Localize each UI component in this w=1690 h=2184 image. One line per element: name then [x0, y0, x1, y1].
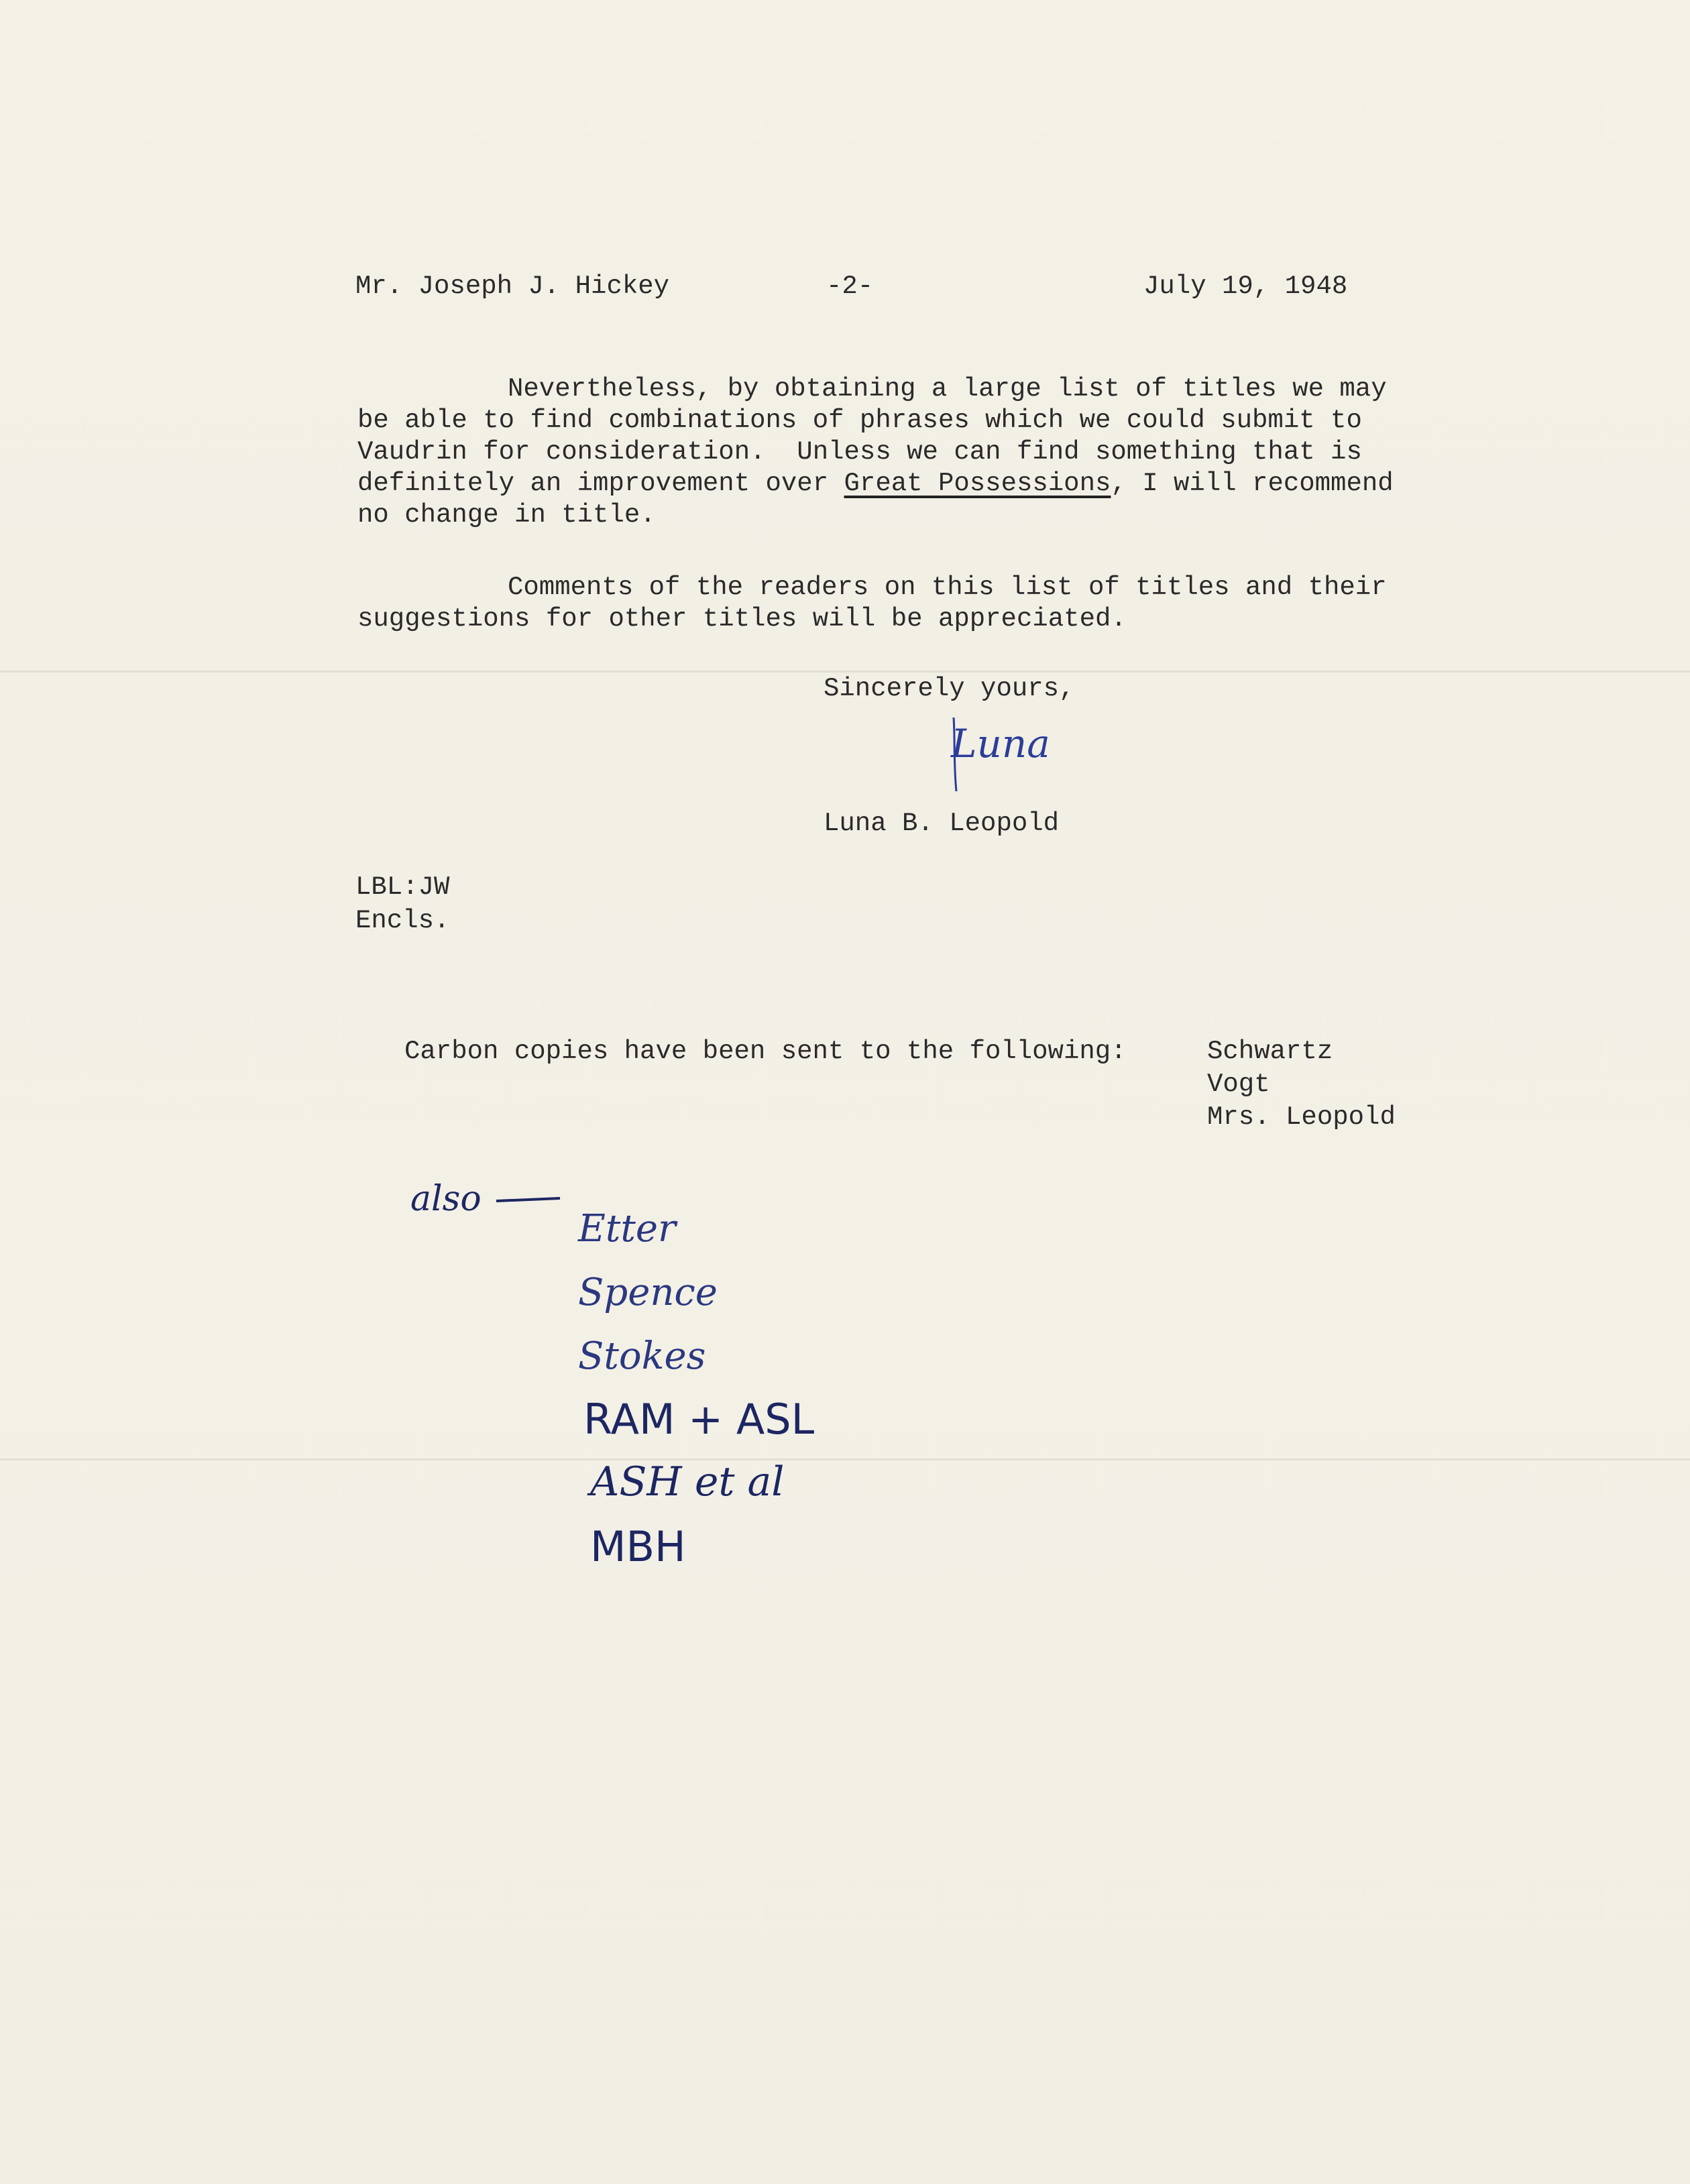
handwritten-also: also — [410, 1179, 482, 1219]
enclosures-note: Encls. — [355, 906, 450, 935]
cc-recipient: Mrs. Leopold — [1207, 1102, 1396, 1132]
handwritten-name: MBH — [590, 1522, 686, 1571]
para1-line4-post: , I will recommend — [1111, 469, 1394, 498]
handwritten-name: ASH et al — [590, 1458, 785, 1505]
signer-name: Luna B. Leopold — [824, 809, 1060, 838]
handwritten-dash — [496, 1197, 563, 1204]
para1-line3: Vaudrin for consideration. Unless we can find something that is — [357, 437, 1362, 467]
handwritten-name: RAM + ASL — [583, 1395, 815, 1444]
paper-fold — [0, 671, 1690, 673]
para1-line4 — [357, 468, 1394, 500]
page-number: -2- — [826, 272, 874, 301]
reference-initials: LBL:JW — [355, 872, 450, 902]
para1-line5: no change in title. — [357, 500, 656, 530]
closing-salutation: Sincerely yours, — [824, 674, 1075, 703]
handwritten-name: Etter — [578, 1207, 676, 1251]
paper-fold — [0, 1458, 1690, 1460]
para2-line1: Comments of the readers on this list of titles and their — [508, 573, 1387, 602]
handwritten-name: Stokes — [578, 1334, 706, 1378]
handwritten-signature: Luna — [951, 721, 1050, 766]
cc-label: Carbon copies have been sent to the following: — [404, 1037, 1127, 1066]
para1-line4-pre: definitely an improvement over — [357, 469, 844, 498]
para1-line1: Nevertheless, by obtaining a large list of titles we may — [508, 374, 1387, 404]
signature-stroke — [946, 717, 966, 798]
book-title: Great Possessions — [844, 469, 1111, 498]
letter-date: July 19, 1948 — [1143, 272, 1348, 301]
recipient-name: Mr. Joseph J. Hickey — [355, 272, 670, 301]
cc-recipient: Vogt — [1207, 1070, 1270, 1099]
cc-recipient: Schwartz — [1207, 1037, 1333, 1066]
handwritten-name: Spence — [578, 1271, 718, 1314]
para2-line2: suggestions for other titles will be appreciated. — [357, 604, 1127, 634]
para1-line2: be able to find combinations of phrases which we could submit to — [357, 406, 1362, 435]
